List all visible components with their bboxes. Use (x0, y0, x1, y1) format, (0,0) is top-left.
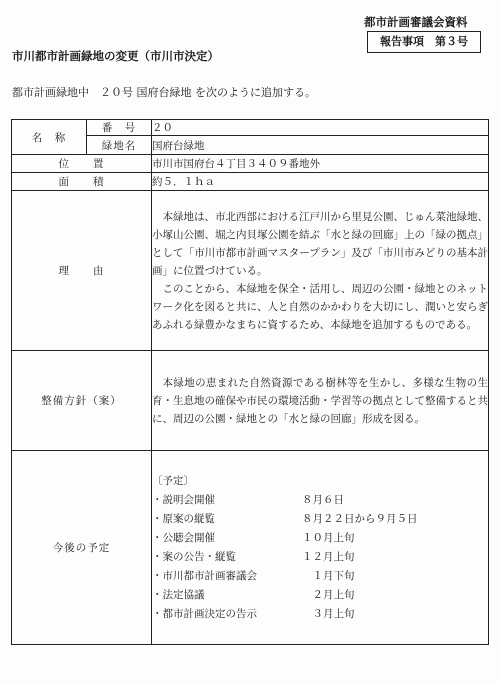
reason-label: 理 由 (12, 191, 152, 351)
reason-paragraph-2: このことから、本緑地を保全・活用し、周辺の公園・緑地とのネットワーク化を図ると共に、人と自然のかかわりを大切にし、潤いと安らぎあふれる緑豊かなまちに資するため、本緑地を追加するものである。 (152, 282, 488, 331)
schedule-item: ・公聴会開催 (152, 531, 215, 544)
row-number (12, 120, 489, 136)
report-item-box: 報告事項 第３号 (367, 31, 481, 53)
greenname-label: 緑地名 (87, 136, 152, 155)
row-location (12, 155, 489, 173)
schedule-date: ８月６日 (302, 493, 344, 506)
schedule-item: ・都市計画決定の告示 (152, 607, 257, 620)
area-value: 約５．１ｈａ (152, 173, 489, 191)
schedule-item: ・原案の縦覧 (152, 512, 215, 525)
area-label: 面 積 (12, 173, 152, 191)
schedule-date: ８月２２日から９月５日 (302, 512, 418, 525)
schedule-date: １０月上旬 (302, 531, 355, 544)
schedule-date: １２月上旬 (302, 550, 355, 563)
row-area (12, 173, 489, 191)
row-reason (12, 191, 489, 351)
policy-paragraph: 本緑地の恵まれた自然資源である樹林等を生かし、多様な生物の生育・生息地の確保や市民の環境活動・学習等の拠点として整備すると共に、周辺の公園・緑地との「水と緑の回廊」形成を図る。 (152, 376, 488, 425)
schedule-list (152, 491, 488, 624)
schedule-row (152, 510, 488, 529)
number-label: 番 号 (87, 120, 152, 136)
plan-table (11, 119, 489, 645)
location-label: 位 置 (12, 155, 152, 173)
schedule-item: ・市川都市計画審議会 (152, 569, 257, 582)
greenname-value: 国府台緑地 (152, 136, 489, 155)
schedule-item: ・案の公告・縦覧 (152, 550, 236, 563)
name-label: 名 称 (12, 120, 87, 155)
schedule-row (152, 567, 488, 586)
schedule-label: 今後の予定 (12, 451, 152, 645)
intro-text: 都市計画緑地中 ２０号 国府台緑地 を次のように追加する。 (12, 86, 316, 99)
schedule-item: ・説明会開催 (152, 493, 215, 506)
schedule-date: ２月上旬 (302, 588, 355, 601)
row-policy (12, 351, 489, 451)
schedule-row (152, 529, 488, 548)
schedule-date: ３月上旬 (302, 607, 355, 620)
schedule-heading: 〔予定〕 (152, 474, 194, 487)
reason-text (152, 191, 489, 351)
schedule-cell (152, 451, 489, 645)
page-title: 市川都市計画緑地の変更（市川市決定） (12, 49, 219, 63)
schedule-item: ・法定協議 (152, 588, 205, 601)
reason-paragraph-1: 本緑地は、市北西部における江戸川から里見公園、じゅん菜池緑地、小塚山公園、堀之内貝塚公園を結ぶ「水と緑の回廊」上の「緑の拠点」として「市川市都市計画マスタープラン」及び「市川市みどりの基本計画」に位置づけている。 (152, 210, 488, 277)
policy-text (152, 351, 489, 451)
schedule-row (152, 491, 488, 510)
schedule-row (152, 586, 488, 605)
location-value: 市川市国府台４丁目３４０９番地外 (152, 155, 489, 173)
schedule-date: １月下旬 (302, 569, 355, 582)
document-label: 都市計画審議会資料 (364, 15, 468, 29)
row-schedule (12, 451, 489, 645)
schedule-row (152, 605, 488, 624)
schedule-row (152, 548, 488, 567)
policy-label: 整備方針（案） (12, 351, 152, 451)
number-value: ２０ (152, 120, 489, 136)
